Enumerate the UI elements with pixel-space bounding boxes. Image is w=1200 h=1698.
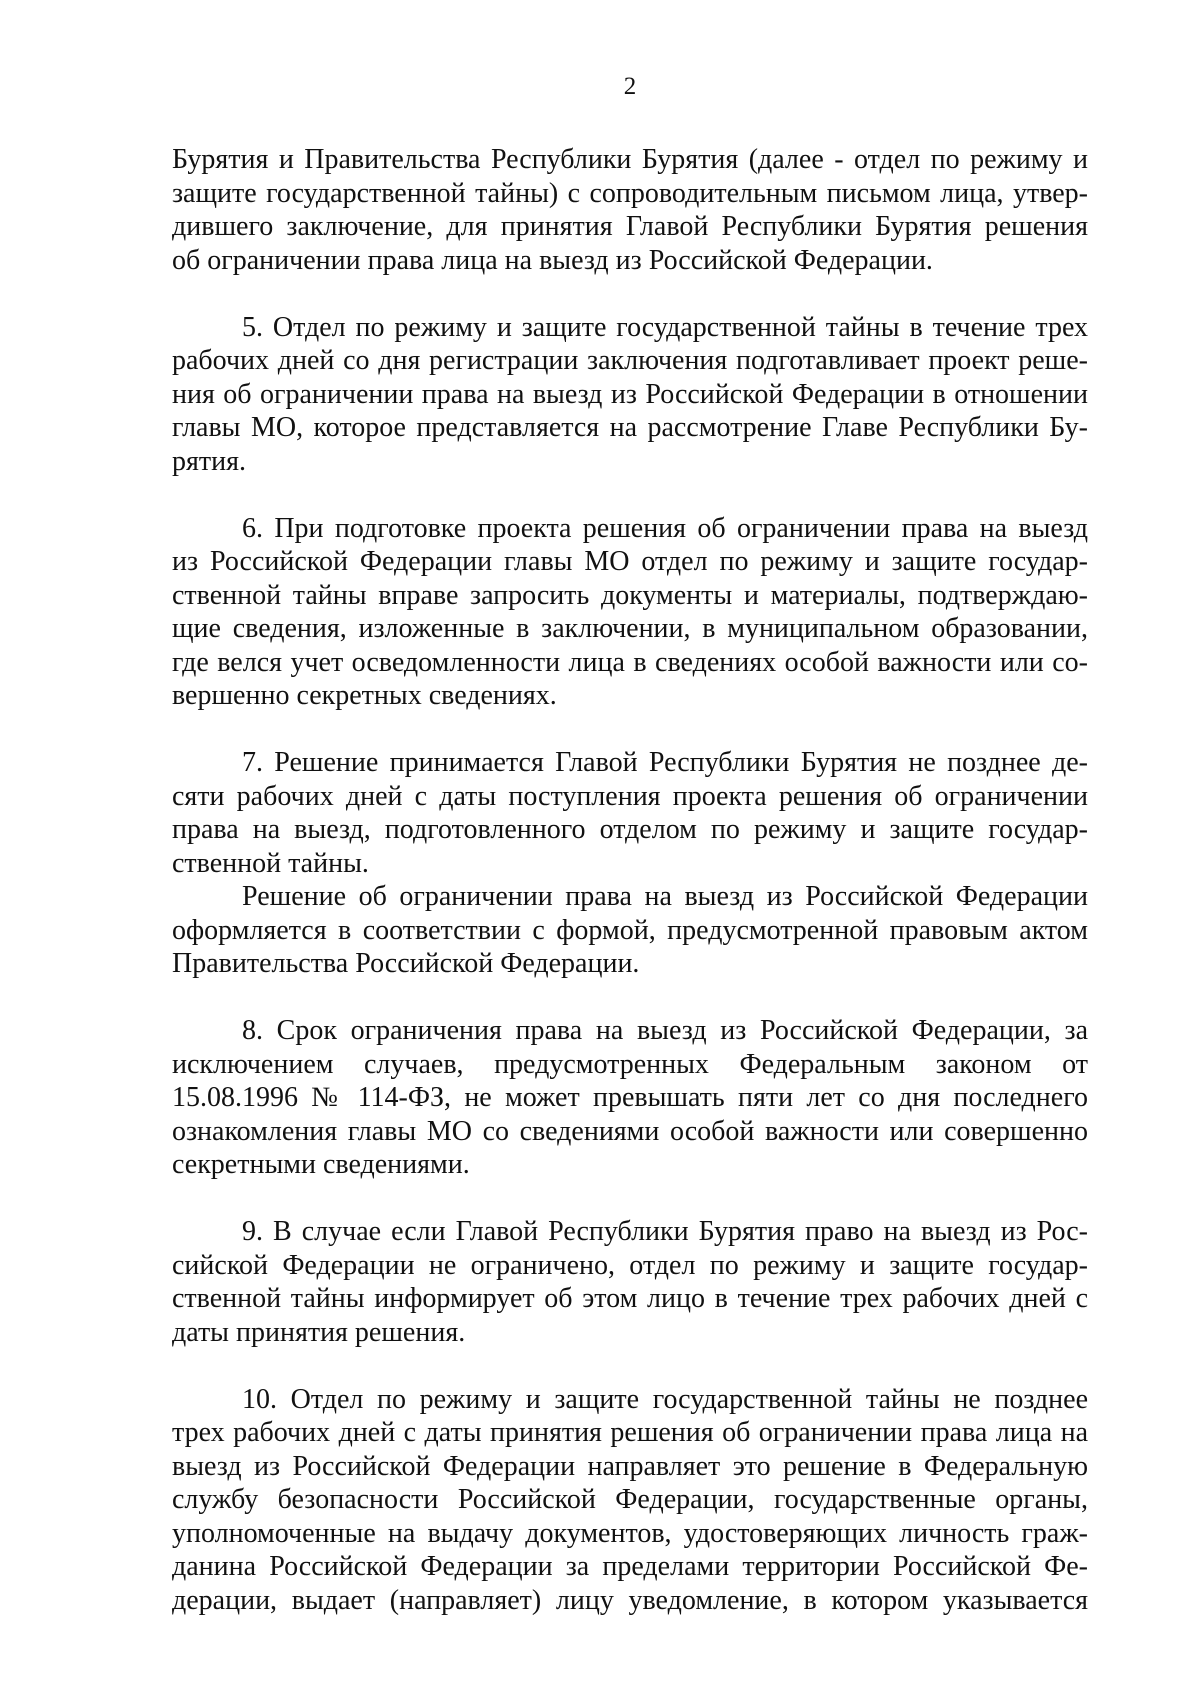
text-line: вершенно секретных сведениях. xyxy=(172,680,557,711)
text-line: выезд из Российской Федерации направляет это решение в Федеральную xyxy=(172,1450,1088,1482)
text-line: главы МО, которое представляется на рассмотрение Главе Республики Бу- xyxy=(172,412,1088,443)
text-line: исключением случаев, предусмотренных Федеральным законом от xyxy=(172,1048,1088,1080)
text-line: Бурятия и Правительства Республики Бурятия (далее - отдел по режиму и xyxy=(172,144,1088,175)
text-line: 6. При подготовке проекта решения об ограничении права на выезд xyxy=(242,512,1088,544)
paragraph-item-6 xyxy=(172,512,1088,713)
paragraph-item-10 xyxy=(172,1383,1088,1618)
text-line: ознакомления главы МО со сведениями особой важности или совершенно xyxy=(172,1115,1088,1147)
paragraph-item-7-continuation xyxy=(172,880,1088,981)
text-line: где велся учет осведомленности лица в сведениях особой важности или со- xyxy=(172,646,1088,678)
text-line: защите государственной тайны) с сопроводительным письмом лица, утвер- xyxy=(172,177,1088,209)
text-line: ния об ограничении права на выезд из Российской Федерации в отношении xyxy=(172,378,1088,410)
paragraph-item-8 xyxy=(172,1014,1088,1182)
text-line: 5. Отдел по режиму и защите государственной тайны в течение трех xyxy=(242,311,1088,343)
text-line: службу безопасности Российской Федерации, государственные органы, xyxy=(172,1484,1088,1515)
paragraph-item-5 xyxy=(172,311,1088,479)
text-line: щие сведения, изложенные в заключении, в муниципальном образовании, xyxy=(172,613,1088,644)
text-line: рабочих дней со дня регистрации заключения подготавливает проект реше- xyxy=(172,345,1088,376)
text-line: уполномоченные на выдачу документов, удостоверяющих личность граж- xyxy=(172,1517,1088,1549)
text-line: данина Российской Федерации за пределами территории Российской Фе- xyxy=(172,1551,1088,1582)
page-number: 2 xyxy=(623,73,637,100)
paragraph-item-7 xyxy=(172,746,1088,880)
text-line: 15.08.1996 № 114-ФЗ, не может превышать пяти лет со дня последнего xyxy=(172,1082,1088,1113)
text-line: 9. В случае если Главой Республики Бурятия право на выезд из Рос- xyxy=(242,1216,1088,1247)
text-line: об ограничении права лица на выезд из Российской Федерации. xyxy=(172,244,933,276)
text-line: дившего заключение, для принятия Главой Республики Бурятия решения xyxy=(172,211,1088,242)
text-line: 8. Срок ограничения права на выезд из Российской Федерации, за xyxy=(242,1015,1088,1046)
document-body xyxy=(172,143,1088,1617)
text-line: секретными сведениями. xyxy=(172,1149,470,1180)
text-line: даты принятия решения. xyxy=(172,1316,466,1348)
text-line: трех рабочих дней с даты принятия решения об ограничении права лица на xyxy=(172,1417,1088,1448)
paragraph-continuation xyxy=(172,143,1088,277)
text-line: ственной тайны информирует об этом лицо в течение трех рабочих дней с xyxy=(172,1283,1088,1314)
text-line: Решение об ограничении права на выезд из Российской Федерации xyxy=(242,881,1088,912)
text-line: 7. Решение принимается Главой Республики Бурятия не позднее де- xyxy=(242,747,1088,778)
text-line: ственной тайны. xyxy=(172,847,369,879)
text-line: сяти рабочих дней с даты поступления проекта решения об ограничении xyxy=(172,780,1088,812)
text-line: из Российской Федерации главы МО отдел по режиму и защите государ- xyxy=(172,546,1088,577)
text-line: ственной тайны вправе запросить документы и материалы, подтверждаю- xyxy=(172,579,1088,611)
paragraph-item-9 xyxy=(172,1215,1088,1349)
text-line: 10. Отдел по режиму и защите государственной тайны не позднее xyxy=(242,1383,1088,1415)
text-line: рятия. xyxy=(172,445,246,477)
text-line: права на выезд, подготовленного отделом по режиму и защите государ- xyxy=(172,814,1088,845)
text-line: оформляется в соответствии с формой, предусмотренной правовым актом xyxy=(172,914,1088,946)
text-line: сийской Федерации не ограничено, отдел по режиму и защите государ- xyxy=(172,1249,1088,1281)
text-line: Правительства Российской Федерации. xyxy=(172,948,640,979)
text-line: дерации, выдает (направляет) лицу уведомление, в котором указывается xyxy=(172,1584,1088,1616)
